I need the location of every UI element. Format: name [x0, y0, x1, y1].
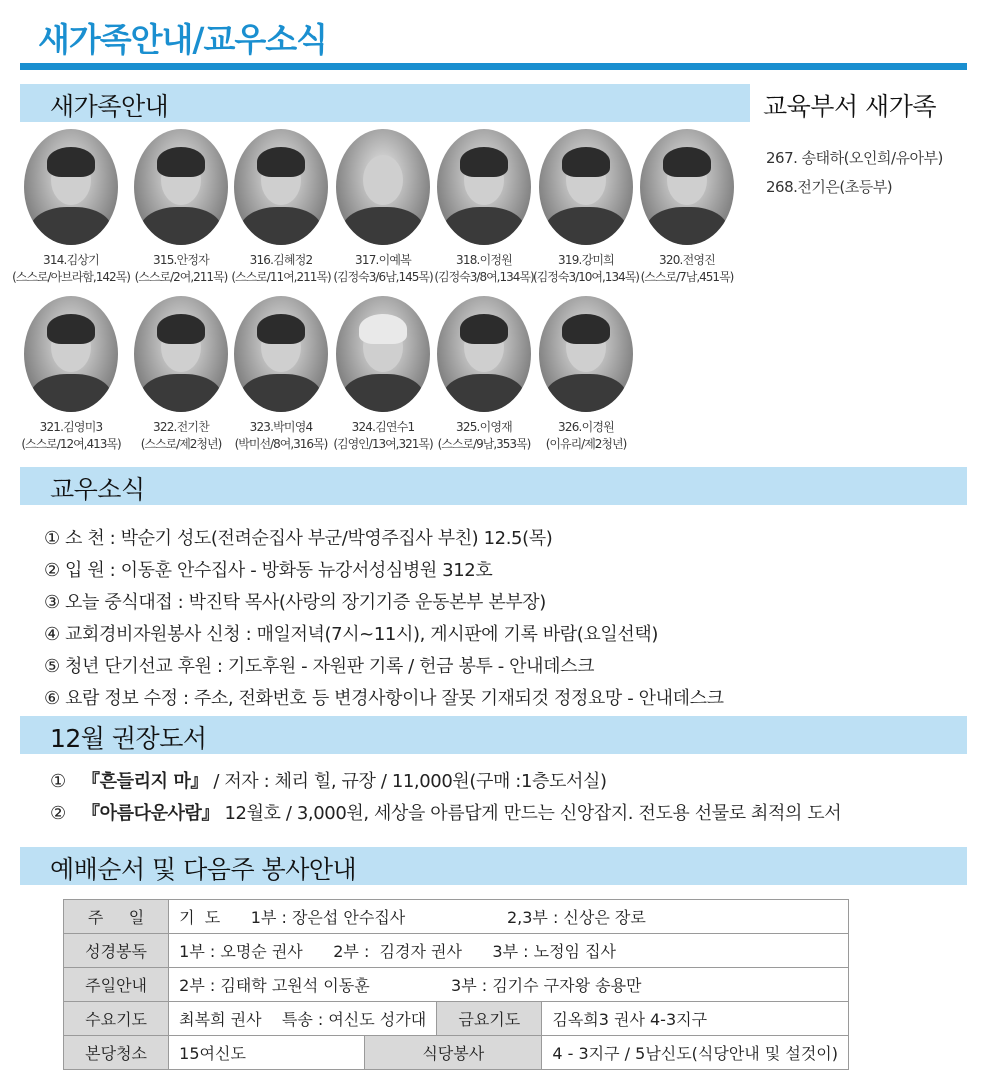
- member-name: 321.김영미3: [39, 420, 103, 434]
- news-item: ⑤ 청년 단기선교 후원 : 기도후원 - 자원판 기록 / 헌금 봉투 - 안내데스크: [44, 656, 595, 677]
- books-header: [20, 716, 967, 754]
- service-schedule-table: [63, 899, 849, 1070]
- books-list: [50, 766, 841, 830]
- news-heading: 교우소식: [50, 475, 145, 504]
- member-info: (스스로/2여,211목): [134, 270, 228, 284]
- new-family-heading: 새가족안내: [50, 92, 169, 121]
- member-photo: [539, 296, 633, 412]
- member-card: [12, 129, 130, 285]
- row-value: 2부 : 김태학 고원석 이동훈 3부 : 김기수 구자왕 송용만: [169, 968, 849, 1002]
- book-number: ②: [50, 803, 66, 824]
- member-card: [130, 129, 232, 285]
- news-item: ④ 교회경비자원봉사 신청 : 매일저녁(7시~11시), 게시판에 기록 바람(요일선택): [44, 624, 658, 645]
- education-list: [766, 144, 943, 202]
- education-heading: 교육부서 새가족: [763, 92, 936, 121]
- table-row: [64, 968, 849, 1002]
- news-item: ② 입 원 : 이동훈 안수집사 - 방화동 뉴강서성심병원 312호: [44, 560, 493, 581]
- book-title: 『아름다운사람』: [82, 803, 220, 824]
- book-title: 『흔들리지 마』: [82, 771, 209, 792]
- member-card: [130, 296, 232, 452]
- member-photo: [437, 296, 531, 412]
- member-photo: [539, 129, 633, 245]
- member-info: (스스로/7남,451목): [640, 270, 734, 284]
- member-photo: [640, 129, 734, 245]
- news-item: ③ 오늘 중식대접 : 박진탁 목사(사랑의 장기기증 운동본부 본부장): [44, 592, 546, 613]
- member-name: 314.김상기: [43, 253, 99, 267]
- member-info: (스스로/11여,211목): [231, 270, 331, 284]
- table-row: [64, 934, 849, 968]
- member-photo: [134, 296, 228, 412]
- book-details: / 저자 : 체리 힐, 규장 / 11,000원(구매 :1층도서실): [208, 771, 607, 792]
- member-card: [230, 129, 332, 285]
- member-name: 326.이경원: [558, 420, 614, 434]
- member-info: (스스로/제2청년): [140, 437, 222, 451]
- member-name: 316.김혜정2: [249, 253, 313, 267]
- member-card: [332, 129, 434, 285]
- member-card: [535, 296, 637, 452]
- education-header: [757, 84, 967, 122]
- member-photo: [234, 296, 328, 412]
- member-photo: [336, 296, 430, 412]
- member-info: (이유리/제2청년): [545, 437, 627, 451]
- education-item: 268.전기은(초등부): [766, 178, 893, 196]
- member-info: (스스로/아브라함,142목): [12, 270, 130, 284]
- member-name: 318.이정원: [456, 253, 512, 267]
- row-label: 금요기도: [437, 1002, 542, 1036]
- row-label: 본당청소: [64, 1036, 169, 1070]
- member-name: 317.이예복: [355, 253, 411, 267]
- row-label: 주일안내: [64, 968, 169, 1002]
- member-info: (스스로/12여,413목): [21, 437, 121, 451]
- member-name: 322.전기찬: [153, 420, 209, 434]
- book-item: [50, 798, 841, 830]
- book-number: ①: [50, 771, 66, 792]
- row-value: 15여신도: [169, 1036, 365, 1070]
- member-photo: [234, 129, 328, 245]
- table-row: [64, 1036, 849, 1070]
- row-value: 기 도 1부 : 장은섭 안수집사 2,3부 : 신상은 장로: [169, 900, 849, 934]
- member-card: [433, 129, 535, 285]
- member-info: (박미선/8여,316목): [234, 437, 328, 451]
- row-label: 성경봉독: [64, 934, 169, 968]
- member-card: [535, 129, 637, 285]
- row-value: 4 - 3지구 / 5남신도(식당안내 및 설것이): [542, 1036, 849, 1070]
- education-item: 267. 송태하(오인희/유아부): [766, 149, 943, 167]
- member-name: 324.김연수1: [351, 420, 415, 434]
- member-card: [636, 129, 738, 285]
- row-value: 김옥희3 권사 4-3지구: [542, 1002, 849, 1036]
- title-divider: [20, 63, 967, 70]
- member-info: (스스로/9남,353목): [437, 437, 531, 451]
- member-photo: [24, 296, 118, 412]
- member-photo: [336, 129, 430, 245]
- member-photo: [24, 129, 118, 245]
- row-value: 1부 : 오명순 권사 2부 : 김경자 권사 3부 : 노정임 집사: [169, 934, 849, 968]
- book-item: [50, 766, 841, 798]
- news-item: ① 소 천 : 박순기 성도(전려순집사 부군/박영주집사 부친) 12.5(목): [44, 528, 553, 549]
- member-name: 319.강미희: [558, 253, 614, 267]
- row-label: 수요기도: [64, 1002, 169, 1036]
- member-card: [230, 296, 332, 452]
- news-header: [20, 467, 967, 505]
- book-details: 12월호 / 3,000원, 세상을 아름답게 만드는 신앙잡지. 전도용 선물로 최적의 도서: [219, 803, 842, 824]
- news-list: [44, 523, 724, 715]
- service-header: [20, 847, 967, 885]
- row-label: 식당봉사: [365, 1036, 542, 1070]
- row-value: 최복희 권사 특송 : 여신도 성가대: [169, 1002, 437, 1036]
- page-title: 새가족안내/교우소식: [38, 20, 327, 59]
- member-name: 325.이영재: [456, 420, 512, 434]
- books-heading: 12월 권장도서: [50, 724, 207, 753]
- member-name: 315.안정자: [153, 253, 209, 267]
- member-card: [332, 296, 434, 452]
- member-name: 320.전영진: [659, 253, 715, 267]
- member-card: [433, 296, 535, 452]
- member-photo: [134, 129, 228, 245]
- member-name: 323.박미영4: [249, 420, 313, 434]
- member-card: [20, 296, 122, 452]
- member-info: (김정숙3/8여,134목): [434, 270, 534, 284]
- member-info: (김영인/13여,321목): [333, 437, 433, 451]
- member-photo: [437, 129, 531, 245]
- row-label: 주 일: [64, 900, 169, 934]
- news-item: ⑥ 요람 정보 수정 : 주소, 전화번호 등 변경사항이나 잘못 기재되것 정정요망 - 안내데스크: [44, 688, 724, 709]
- table-row: [64, 900, 849, 934]
- member-info: (김정숙3/6남,145목): [333, 270, 433, 284]
- table-row: [64, 1002, 849, 1036]
- member-info: (김정숙3/10여,134목): [533, 270, 639, 284]
- new-family-header: [20, 84, 750, 122]
- service-heading: 예배순서 및 다음주 봉사안내: [50, 855, 357, 884]
